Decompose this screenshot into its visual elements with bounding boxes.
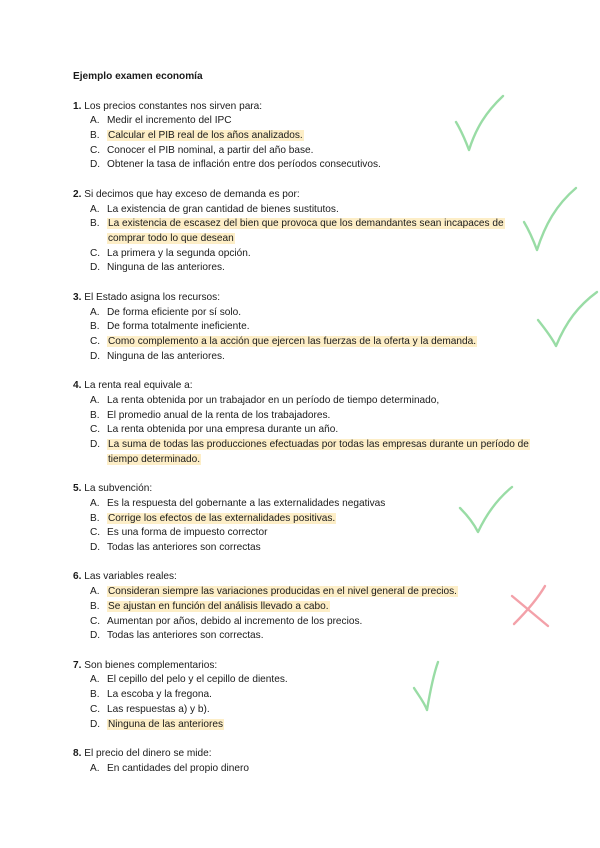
option-letter: D.	[90, 262, 101, 274]
question-number: 2.	[73, 188, 82, 200]
question-number: 4.	[73, 380, 82, 392]
exam-document	[73, 70, 533, 791]
option-letter: A.	[90, 115, 100, 127]
option-text: Se ajustan en función del análisis llevado a cabo.	[108, 600, 329, 612]
answer-option	[73, 247, 533, 262]
option-text: Medir el incremento del IPC	[107, 115, 232, 127]
question-number: 8.	[73, 748, 82, 760]
option-text: La primera y la segunda opción.	[107, 247, 251, 259]
option-text: En cantidades del propio dinero	[107, 762, 249, 774]
option-text: Obtener la tasa de inflación entre dos períodos consecutivos.	[107, 159, 381, 171]
option-text: De forma totalmente ineficiente.	[107, 321, 250, 333]
option-text: Calcular el PIB real de los años analizados.	[108, 129, 303, 141]
option-letter: D.	[90, 630, 101, 642]
question	[73, 100, 533, 174]
answer-option-selected	[73, 438, 533, 467]
answer-option-selected	[73, 585, 533, 600]
option-letter: A.	[90, 586, 100, 598]
option-text: La suma de todas las producciones efectuadas por todas las empresas durante un período de tiempo determinado.	[108, 438, 529, 465]
question-text: Las variables reales:	[81, 571, 177, 583]
option-text: Como complemento a la acción que ejercen las fuerzas de la oferta y la demanda.	[108, 335, 477, 347]
answer-option	[73, 306, 533, 321]
option-letter: B.	[90, 129, 100, 141]
option-text: La existencia de escasez del bien que provoca que los demandantes sean incapaces de comprar todo lo que desean	[108, 218, 504, 244]
answer-option	[73, 541, 533, 556]
option-letter: B.	[90, 409, 100, 421]
answer-option	[73, 261, 533, 276]
question-text: El Estado asigna los recursos:	[81, 291, 220, 303]
answer-option	[73, 673, 533, 688]
answer-option	[73, 629, 533, 644]
answer-option	[73, 320, 533, 335]
answer-option	[73, 158, 533, 173]
option-letter: D.	[90, 541, 101, 553]
option-letter: B.	[90, 600, 100, 612]
answer-option	[73, 762, 533, 777]
option-letter: A.	[90, 497, 100, 509]
question-stem	[73, 482, 533, 497]
option-text: El promedio anual de la renta de los trabajadores.	[107, 409, 331, 421]
question-stem	[73, 100, 533, 115]
answer-option	[73, 497, 533, 512]
question-stem	[73, 570, 533, 585]
option-text: La existencia de gran cantidad de bienes sustitutos.	[107, 203, 339, 215]
question	[73, 482, 533, 556]
option-letter: C.	[90, 335, 101, 347]
answer-option	[73, 114, 533, 129]
check-mark-q3	[538, 292, 597, 346]
question-number: 5.	[73, 483, 82, 495]
option-text: El cepillo del pelo y el cepillo de dientes.	[107, 674, 288, 686]
answer-option-selected	[73, 512, 533, 527]
question-number: 3.	[73, 291, 82, 303]
question-list	[73, 100, 533, 777]
option-letter: B.	[90, 512, 100, 524]
option-letter: A.	[90, 674, 100, 686]
question	[73, 291, 533, 365]
answer-option-selected	[73, 718, 533, 733]
question-text: El precio del dinero se mide:	[81, 748, 212, 760]
option-letter: D.	[90, 438, 101, 450]
option-text: La escoba y la fregona.	[107, 689, 212, 701]
option-text: Es la respuesta del gobernante a las externalidades negativas	[107, 497, 386, 509]
option-text: Todas las anteriores son correctas	[107, 541, 261, 553]
answer-option-selected	[73, 129, 533, 144]
question-text: La subvención:	[81, 483, 153, 495]
option-letter: C.	[90, 424, 101, 436]
option-letter: B.	[90, 218, 100, 230]
question	[73, 188, 533, 276]
answer-option	[73, 423, 533, 438]
option-letter: C.	[90, 247, 101, 259]
question	[73, 570, 533, 644]
answer-option-selected	[73, 217, 533, 246]
answer-option	[73, 144, 533, 159]
option-letter: A.	[90, 762, 100, 774]
question-text: Los precios constantes nos sirven para:	[81, 100, 263, 112]
option-text: De forma eficiente por sí solo.	[107, 306, 242, 318]
question-stem	[73, 188, 533, 203]
option-text: Todas las anteriores son correctas.	[107, 630, 264, 642]
question-number: 1.	[73, 100, 82, 112]
option-text: La renta obtenida por un trabajador en un período de tiempo determinado,	[107, 394, 440, 406]
answer-option	[73, 688, 533, 703]
option-text: Es una forma de impuesto corrector	[107, 527, 268, 539]
question-number: 7.	[73, 659, 82, 671]
answer-option	[73, 703, 533, 718]
question-text: Son bienes complementarios:	[81, 659, 218, 671]
option-text: Aumentan por años, debido al incremento de los precios.	[107, 615, 363, 627]
option-text: Consideran siempre las variaciones producidas en el nivel general de precios.	[108, 586, 457, 598]
answer-option	[73, 409, 533, 424]
option-text: Ninguna de las anteriores.	[107, 262, 225, 274]
option-text: Corrige los efectos de las externalidades positivas.	[108, 512, 336, 524]
answer-option	[73, 526, 533, 541]
answer-option	[73, 615, 533, 630]
question-stem	[73, 291, 533, 306]
option-letter: D.	[90, 718, 101, 730]
option-letter: A.	[90, 203, 100, 215]
question	[73, 747, 533, 776]
document-title: Ejemplo examen economía	[73, 71, 203, 82]
option-letter: D.	[90, 350, 101, 362]
option-text: Conocer el PIB nominal, a partir del año base.	[107, 144, 314, 156]
option-letter: C.	[90, 615, 101, 627]
answer-option	[73, 394, 533, 409]
answer-option-selected	[73, 335, 533, 350]
option-letter: C.	[90, 527, 101, 539]
option-letter: B.	[90, 321, 100, 333]
question-stem	[73, 659, 533, 674]
question-stem	[73, 747, 533, 762]
option-text: La renta obtenida por una empresa durante un año.	[107, 424, 339, 436]
option-letter: A.	[90, 306, 100, 318]
question	[73, 379, 533, 467]
option-letter: B.	[90, 689, 100, 701]
question-stem	[73, 379, 533, 394]
answer-option	[73, 350, 533, 365]
option-text: Ninguna de las anteriores.	[107, 350, 225, 362]
question	[73, 659, 533, 733]
question-number: 6.	[73, 571, 82, 583]
option-letter: C.	[90, 144, 101, 156]
question-text: Si decimos que hay exceso de demanda es por:	[81, 188, 300, 200]
option-letter: A.	[90, 394, 100, 406]
answer-option	[73, 203, 533, 218]
option-letter: C.	[90, 703, 101, 715]
question-text: La renta real equivale a:	[81, 380, 193, 392]
option-letter: D.	[90, 159, 101, 171]
option-text: Ninguna de las anteriores	[108, 718, 224, 730]
answer-option-selected	[73, 600, 533, 615]
option-text: Las respuestas a) y b).	[107, 703, 210, 715]
